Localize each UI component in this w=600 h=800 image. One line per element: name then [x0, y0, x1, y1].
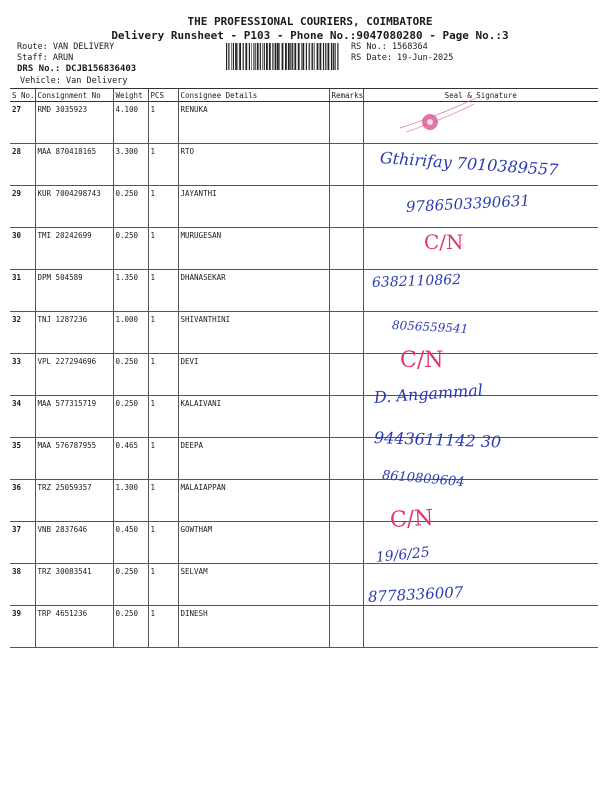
cell-consignment: RMD 3035923 — [35, 102, 113, 144]
barcode-bar — [249, 43, 250, 70]
cell-remarks — [329, 522, 363, 564]
cell-pcs: 1 — [148, 438, 178, 480]
cell-weight: 0.450 — [113, 522, 148, 564]
rs-date: RS Date: 19-Jun-2025 — [351, 53, 454, 63]
barcode-bar — [301, 43, 302, 70]
cell-pcs: 1 — [148, 606, 178, 648]
cell-sno: 27 — [10, 102, 35, 144]
drs-number: DRS No.: DCJB156836403 — [17, 64, 137, 74]
col-consignment: Consignment No — [35, 89, 113, 102]
cell-sno: 38 — [10, 564, 35, 606]
cell-sno: 33 — [10, 354, 35, 396]
barcode-bar — [231, 43, 232, 70]
table-row — [10, 480, 598, 522]
cell-pcs: 1 — [148, 270, 178, 312]
barcode-bar — [275, 43, 277, 70]
barcode-bar — [320, 43, 322, 70]
cell-consignee: MURUGESAN — [178, 228, 329, 270]
cell-weight: 1.300 — [113, 480, 148, 522]
col-remarks: Remarks — [329, 89, 363, 102]
company-title: THE PROFESSIONAL COURIERS, COIMBATORE — [187, 15, 433, 28]
cell-pcs: 1 — [148, 312, 178, 354]
cell-sno: 35 — [10, 438, 35, 480]
barcode-bar — [279, 43, 280, 70]
barcode-bar — [288, 43, 290, 70]
table-row — [10, 312, 598, 354]
cell-consignee: SELVAM — [178, 564, 329, 606]
cell-weight: 0.250 — [113, 396, 148, 438]
col-consignee: Consignee Details — [178, 89, 329, 102]
col-seal: Seal & Signature — [363, 89, 598, 102]
cell-sno: 28 — [10, 144, 35, 186]
cell-weight: 1.000 — [113, 312, 148, 354]
route-text: Route: VAN DELIVERY — [17, 42, 115, 52]
handwritten-signature: 8056559541 — [391, 318, 469, 336]
table-row — [10, 438, 598, 480]
barcode-bar — [337, 43, 338, 70]
barcode-bar — [311, 43, 312, 70]
barcode-bar — [312, 43, 313, 70]
barcode-bar — [238, 43, 239, 70]
cell-sno: 29 — [10, 186, 35, 228]
cell-consignee: MALAIAPPAN — [178, 480, 329, 522]
cell-remarks — [329, 354, 363, 396]
barcode-bar — [314, 43, 315, 70]
rs-number: RS No.: 1568364 — [351, 42, 428, 52]
cell-consignment: KUR 7004298743 — [35, 186, 113, 228]
barcode-bar — [294, 43, 296, 70]
barcode-bar — [269, 43, 271, 70]
barcode-bar — [302, 43, 304, 70]
handwritten-cn-mark: C/N — [389, 505, 435, 533]
handwritten-signature: 8778336007 — [367, 583, 464, 606]
cell-remarks — [329, 186, 363, 228]
handwritten-signature: 19/6/25 — [375, 544, 431, 566]
table-row — [10, 606, 598, 648]
cell-pcs: 1 — [148, 480, 178, 522]
handwritten-signature: 8610809604 — [381, 468, 466, 491]
cell-consignment: TNJ 1287236 — [35, 312, 113, 354]
barcode-bar — [282, 43, 284, 70]
cell-pcs: 1 — [148, 396, 178, 438]
cell-remarks — [329, 480, 363, 522]
barcode-bar — [264, 43, 265, 70]
cell-sno: 37 — [10, 522, 35, 564]
cell-pcs: 1 — [148, 354, 178, 396]
barcode-bar — [333, 43, 334, 70]
cell-remarks — [329, 144, 363, 186]
table-header-row — [10, 89, 598, 102]
rs-info-block — [351, 42, 453, 64]
handwritten-cn-mark: C/N — [400, 348, 444, 373]
cell-sno: 36 — [10, 480, 35, 522]
cell-weight: 0.465 — [113, 438, 148, 480]
cell-seal — [363, 606, 598, 648]
cell-weight: 0.250 — [113, 228, 148, 270]
table-row — [10, 102, 598, 144]
cell-remarks — [329, 228, 363, 270]
cell-pcs: 1 — [148, 228, 178, 270]
barcode-bar — [255, 43, 256, 70]
barcode-bar — [226, 43, 227, 70]
cell-remarks — [329, 564, 363, 606]
barcode-bar — [233, 43, 234, 70]
barcode-bar — [257, 43, 259, 70]
cell-weight: 3.300 — [113, 144, 148, 186]
handwritten-signature: 9443611142 30 — [373, 428, 502, 452]
handwritten-signature: Gthirifay 7010389557 — [379, 148, 560, 180]
cell-consignee: RTO — [178, 144, 329, 186]
handwritten-signature: D. Angammal — [373, 380, 484, 407]
cell-consignment: TMI 20242699 — [35, 228, 113, 270]
col-weight: Weight — [113, 89, 148, 102]
route-staff-block — [17, 42, 136, 75]
barcode-bar — [251, 43, 252, 70]
barcode-bar — [253, 43, 254, 70]
cell-seal — [363, 228, 598, 270]
cell-pcs: 1 — [148, 522, 178, 564]
barcode-bar — [290, 43, 291, 70]
barcode-bar — [245, 43, 247, 70]
cell-consignee: SHIVANTHINI — [178, 312, 329, 354]
cell-consignee: GOWTHAM — [178, 522, 329, 564]
staff-text: Staff: ARUN — [17, 53, 74, 63]
table-row — [10, 522, 598, 564]
barcode-bar — [239, 43, 241, 70]
table-row — [10, 564, 598, 606]
barcode-bar — [235, 43, 237, 70]
cell-consignment: VNB 2837646 — [35, 522, 113, 564]
handwritten-cn-mark: C/N — [424, 230, 464, 254]
barcode-bar — [292, 43, 293, 70]
cell-weight: 0.250 — [113, 606, 148, 648]
barcode-bar — [325, 43, 326, 70]
barcode-bar — [243, 43, 244, 70]
cell-pcs: 1 — [148, 102, 178, 144]
cell-weight: 0.250 — [113, 354, 148, 396]
table-row — [10, 354, 598, 396]
cell-consignment: DPM 504589 — [35, 270, 113, 312]
cell-consignment: VPL 227294696 — [35, 354, 113, 396]
table-row — [10, 396, 598, 438]
cell-remarks — [329, 396, 363, 438]
cell-consignment: MAA 870418165 — [35, 144, 113, 186]
col-sno: S No. — [12, 90, 35, 100]
cell-consignee: RENUKA — [178, 102, 329, 144]
barcode-bar — [277, 43, 279, 70]
runsheet-subtitle: Delivery Runsheet - P103 - Phone No.:9047080280 - Page No.:3 — [111, 29, 509, 42]
cell-consignee: DEEPA — [178, 438, 329, 480]
cell-consignee: DHANASEKAR — [178, 270, 329, 312]
cell-consignment: MAA 576787955 — [35, 438, 113, 480]
cell-pcs: 1 — [148, 144, 178, 186]
cell-consignee: DINESH — [178, 606, 329, 648]
cell-weight: 4.100 — [113, 102, 148, 144]
cell-pcs: 1 — [148, 564, 178, 606]
cell-remarks — [329, 438, 363, 480]
table-row — [10, 270, 598, 312]
cell-remarks — [329, 102, 363, 144]
barcode-bar — [228, 43, 229, 70]
vehicle-text: Vehicle: Van Delivery — [20, 76, 128, 86]
handwritten-signature: 6382110862 — [371, 271, 462, 291]
barcode-bar — [328, 43, 330, 70]
cell-pcs: 1 — [148, 186, 178, 228]
barcode-bar — [323, 43, 324, 70]
barcode-bar — [272, 43, 273, 70]
cell-sno: 30 — [10, 228, 35, 270]
barcode-bar — [331, 43, 332, 70]
barcode-bar — [309, 43, 310, 70]
cell-remarks — [329, 312, 363, 354]
barcode-bar — [285, 43, 287, 70]
cell-consignee: JAYANTHI — [178, 186, 329, 228]
cell-remarks — [329, 606, 363, 648]
table-row — [10, 228, 598, 270]
cell-sno: 39 — [10, 606, 35, 648]
barcode-bar — [317, 43, 319, 70]
cell-sno: 34 — [10, 396, 35, 438]
cell-remarks — [329, 270, 363, 312]
handwritten-signature: 9786503390631 — [405, 191, 531, 216]
cell-consignee: DEVI — [178, 354, 329, 396]
cell-sno: 32 — [10, 312, 35, 354]
cell-consignee: KALAIVANI — [178, 396, 329, 438]
courier-seal-stamp — [398, 96, 478, 136]
barcode-bar — [306, 43, 307, 70]
cell-consignment: TRZ 30083541 — [35, 564, 113, 606]
cell-consignment: MAA 577315719 — [35, 396, 113, 438]
barcode-image — [225, 43, 341, 70]
cell-sno: 31 — [10, 270, 35, 312]
cell-consignment: TRP 4651236 — [35, 606, 113, 648]
barcode-bar — [266, 43, 268, 70]
barcode-bar — [262, 43, 263, 70]
cell-weight: 0.250 — [113, 564, 148, 606]
cell-weight: 0.250 — [113, 186, 148, 228]
cell-weight: 1.350 — [113, 270, 148, 312]
barcode-bar — [335, 43, 336, 70]
barcode-bar — [298, 43, 300, 70]
col-pcs: PCS — [148, 89, 178, 102]
cell-consignment: TRZ 25059357 — [35, 480, 113, 522]
barcode-bar — [260, 43, 261, 70]
